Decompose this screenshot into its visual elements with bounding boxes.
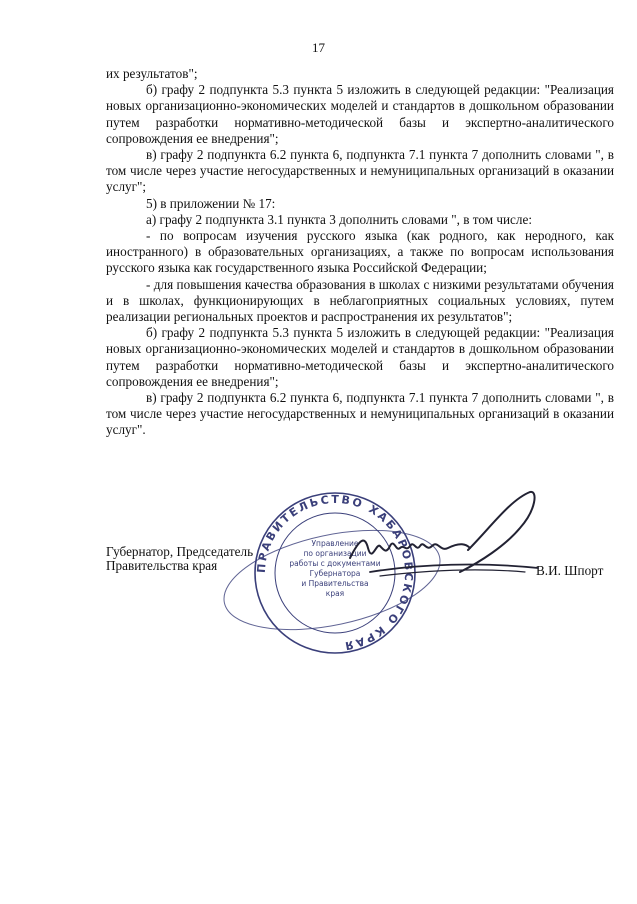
page-number: 17	[312, 40, 325, 55]
paragraph: в) графу 2 подпункта 6.2 пункта 6, подпункта 7.1 пункта 7 дополнить словами ", в том числе через участие негосударственных и немуниципальных организаций в оказании услуг".	[106, 390, 614, 438]
stamp-inner-line: Управление	[311, 539, 359, 548]
paragraph: б) графу 2 подпункта 5.3 пункта 5 изложить в следующей редакции: "Реализация новых организационно-экономических моделей и стандартов в дошкольном образовании путем разработки нормативно-методической базы и экспертно-аналитического сопровождения ее внедрения";	[106, 325, 614, 389]
paragraph: в) графу 2 подпункта 6.2 пункта 6, подпункта 7.1 пункта 7 дополнить словами ", в том числе через участие негосударственных и немуниципальных организаций в оказании услуг";	[106, 147, 614, 195]
paragraph: б) графу 2 подпункта 5.3 пункта 5 изложить в следующей редакции: "Реализация новых организационно-экономических моделей и стандартов в дошкольном образовании путем разработки нормативно-методической базы и экспертно-аналитического сопровождения ее внедрения";	[106, 82, 614, 146]
stamp-inner-line: края	[325, 589, 345, 598]
signatory-position-line: Правительства края	[106, 558, 218, 573]
paragraph: а) графу 2 подпункта 3.1 пункта 3 дополнить словами ", в том числе:	[146, 211, 532, 227]
stamp-inner-line: и Правительства	[301, 579, 369, 588]
stamp-inner-line: работы с документами	[289, 559, 381, 568]
stamp-inner-line: по организации	[303, 549, 367, 558]
document-body	[106, 66, 614, 439]
signatory-position-line: Губернатор, Председатель	[106, 544, 254, 559]
paragraph: их результатов";	[106, 66, 198, 81]
paragraph: - по вопросам изучения русского языка (как родного, как неродного, как иностранного) в образовательных организациях, а также по вопросам использования русского языка как государственного языка Российской Федерации;	[106, 228, 614, 276]
signatory-name: В.И. Шпорт	[536, 563, 604, 578]
paragraph: 5) в приложении № 17:	[146, 195, 276, 211]
stamp-ring-text: ПРАВИТЕЛЬСТВО ХАБАРОВСКОГО КРАЯ	[254, 492, 416, 653]
handwritten-signature	[340, 488, 540, 598]
stamp-inner-line: Губернатора	[309, 569, 361, 578]
paragraph: - для повышения качества образования в школах с низкими результатами обучения и в школах, функционирующих в неблагоприятных социальных условиях, путем реализации региональных проектов и распространения их результатов";	[106, 276, 614, 325]
